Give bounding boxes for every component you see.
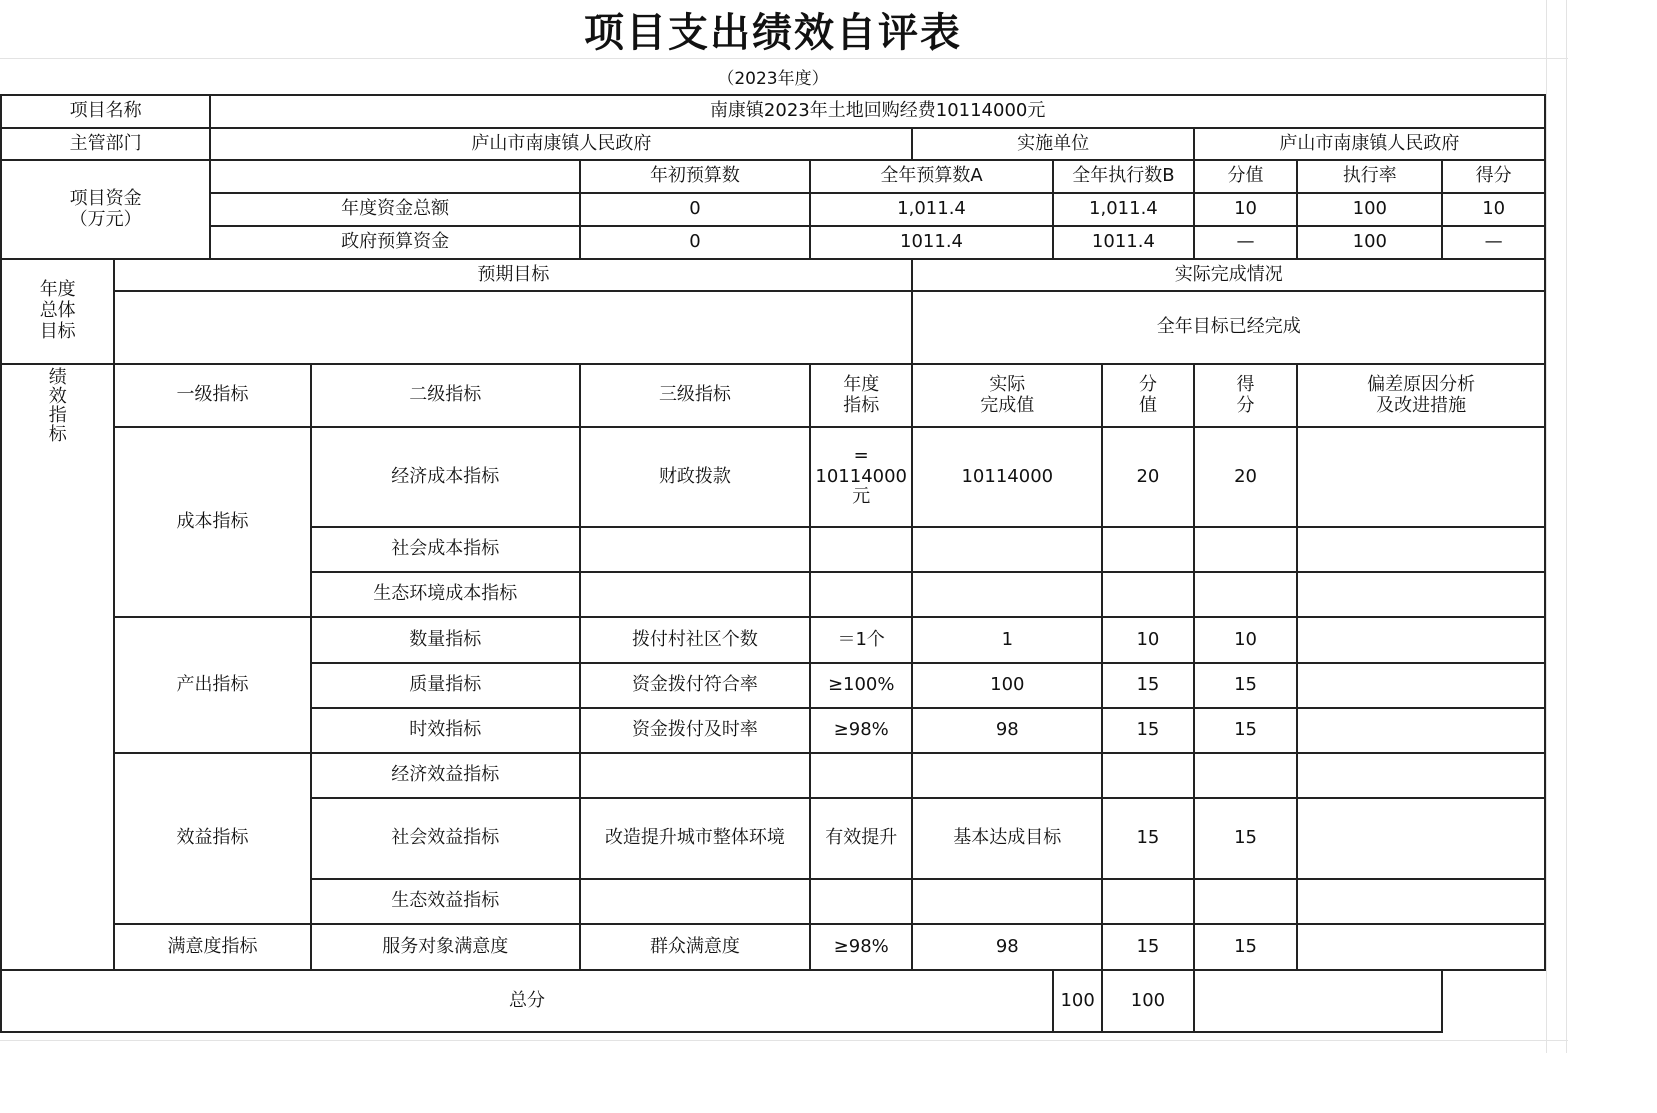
level2-cell: 社会成本指标 [311,527,580,572]
total-label: 总分 [1,970,1053,1032]
funds-cell-rate[interactable]: 100 [1297,193,1442,226]
header-reason [1297,364,1545,427]
row-funds-total [1,193,1545,226]
annual-cell[interactable] [810,879,912,924]
funds-header-got: 得分 [1442,160,1545,193]
header-annual-line: 年度 [843,373,880,395]
goal-label-line: 年度 [39,279,76,301]
header-score [1102,364,1194,427]
row-department [1,128,1545,160]
row-funds-header [1,160,1545,193]
actual-cell[interactable] [912,879,1102,924]
level2-cell: 生态环境成本指标 [311,572,580,617]
header-got-line: 分 [1236,394,1255,416]
page-title: 项目支出绩效自评表 [584,9,962,56]
level2-cell: 时效指标 [311,708,580,753]
annual-cell[interactable] [810,572,912,617]
funds-cell-exec-b[interactable]: 1011.4 [1053,226,1194,259]
actual-cell[interactable]: 1 [912,617,1102,663]
annual-cell[interactable]: ≥100% [810,663,912,708]
funds-cell-score[interactable]: 10 [1194,193,1298,226]
actual-cell[interactable]: 98 [912,708,1102,753]
reason-cell[interactable] [1297,427,1545,527]
header-got-line: 得 [1236,373,1255,395]
table-row [1,924,1545,970]
row-total [1,970,1545,1032]
funds-cell-got[interactable]: — [1442,226,1545,259]
reason-cell[interactable] [1297,572,1545,617]
annual-line: 10114000 [815,465,908,487]
self-evaluation-table [0,94,1546,1033]
annual-line: 元 [852,486,871,508]
actual-cell[interactable] [912,527,1102,572]
score-cell[interactable] [1102,879,1194,924]
row-goal-values [1,291,1545,364]
sheet-gridline [0,58,1568,59]
funds-cell-annual-a[interactable]: 1011.4 [810,226,1053,259]
annual-cell[interactable]: ＝1个 [810,617,912,663]
table-row [1,617,1545,663]
funds-row-name: 政府预算资金 [210,226,580,259]
got-cell[interactable] [1194,527,1298,572]
total-score[interactable]: 100 [1053,970,1102,1032]
actual-cell[interactable]: 10114000 [912,427,1102,527]
got-cell[interactable]: 15 [1194,708,1298,753]
header-score-line: 分 [1138,373,1157,395]
score-cell[interactable]: 20 [1102,427,1194,527]
header-reason-line: 及改进措施 [1376,394,1467,416]
annual-cell[interactable] [810,427,912,527]
reason-cell[interactable] [1297,879,1545,924]
indicator-side-char: 绩 [48,367,67,388]
funds-cell-initial[interactable]: 0 [580,193,810,226]
funds-header-exec-b: 全年执行数B [1053,160,1194,193]
indicator-side-label [1,364,114,970]
score-cell[interactable]: 15 [1102,798,1194,879]
header-annual-line: 指标 [843,394,880,416]
got-cell[interactable]: 15 [1194,924,1298,970]
row-project-name [1,95,1545,128]
indicator-side-char: 指 [48,404,67,426]
score-cell[interactable] [1102,527,1194,572]
page-subtitle: （2023年度） [717,68,829,89]
header-level1: 一级指标 [114,364,310,427]
level3-cell[interactable]: 拨付村社区个数 [580,617,810,663]
score-cell[interactable]: 15 [1102,924,1194,970]
unit-value[interactable]: 庐山市南康镇人民政府 [1194,128,1545,160]
reason-cell[interactable] [1297,924,1545,970]
table-row [1,753,1545,798]
sheet-gridline [0,1040,1568,1041]
goal-label-line: 总体 [39,300,76,322]
level3-cell[interactable] [580,753,810,798]
goal-label-line: 目标 [39,320,76,342]
level3-cell[interactable] [580,527,810,572]
level3-cell[interactable]: 资金拨付及时率 [580,708,810,753]
header-got [1194,364,1298,427]
goal-actual-header: 实际完成情况 [912,259,1545,291]
funds-row-name: 年度资金总额 [210,193,580,226]
project-name-label: 项目名称 [1,95,210,128]
got-cell[interactable]: 20 [1194,427,1298,527]
level1-output: 产出指标 [114,617,310,753]
level2-cell: 服务对象满意度 [311,924,580,970]
total-got[interactable]: 100 [1102,970,1194,1032]
reason-cell[interactable] [1297,708,1545,753]
funds-cell-score[interactable]: — [1194,226,1298,259]
annual-cell[interactable] [810,527,912,572]
row-goal-header [1,259,1545,291]
header-actual [912,364,1102,427]
score-cell[interactable]: 10 [1102,617,1194,663]
got-cell[interactable]: 15 [1194,663,1298,708]
score-cell[interactable]: 15 [1102,663,1194,708]
actual-cell[interactable] [912,572,1102,617]
funds-label-line1: 项目资金 [69,187,142,209]
dept-label: 主管部门 [1,128,210,160]
header-reason-line: 偏差原因分析 [1367,373,1476,395]
header-annual [810,364,912,427]
level3-cell[interactable]: 改造提升城市整体环境 [580,798,810,879]
level3-cell[interactable] [580,572,810,617]
annual-line: = [853,444,869,466]
reason-cell[interactable] [1297,527,1545,572]
level1-benefit: 效益指标 [114,753,310,924]
funds-header-rate: 执行率 [1297,160,1442,193]
level3-cell[interactable]: 资金拨付符合率 [580,663,810,708]
funds-header-score: 分值 [1194,160,1298,193]
header-score-line: 值 [1138,394,1157,416]
got-cell[interactable]: 10 [1194,617,1298,663]
level3-cell[interactable] [580,879,810,924]
annual-cell[interactable]: ≥98% [810,924,912,970]
goal-actual-value[interactable]: 全年目标已经完成 [912,291,1545,364]
sheet-gridline [1566,0,1567,1053]
got-cell[interactable] [1194,753,1298,798]
level3-cell[interactable]: 群众满意度 [580,924,810,970]
got-cell[interactable]: 15 [1194,798,1298,879]
level3-cell[interactable]: 财政拨款 [580,427,810,527]
header-level2: 二级指标 [311,364,580,427]
funds-label-line2: （万元） [69,208,142,230]
dept-value[interactable]: 庐山市南康镇人民政府 [210,128,912,160]
goal-expected-value[interactable] [114,291,912,364]
goal-expected-header: 预期目标 [114,259,912,291]
funds-header-blank [210,160,580,193]
reason-cell[interactable] [1297,663,1545,708]
score-cell[interactable]: 15 [1102,708,1194,753]
level1-cost: 成本指标 [114,427,310,617]
project-name-value[interactable]: 南康镇2023年土地回购经费10114000元 [210,95,1545,128]
header-actual-line: 完成值 [980,394,1035,416]
row-indicator-header [1,364,1545,427]
actual-cell[interactable]: 98 [912,924,1102,970]
level2-cell: 社会效益指标 [311,798,580,879]
funds-header-annual-a: 全年预算数A [810,160,1053,193]
row-funds-gov [1,226,1545,259]
indicator-side-char: 效 [48,385,67,407]
actual-cell[interactable] [912,753,1102,798]
table-row [1,427,1545,527]
goal-label [1,259,114,364]
level2-cell: 生态效益指标 [311,879,580,924]
reason-cell[interactable] [1297,753,1545,798]
score-cell[interactable] [1102,753,1194,798]
actual-cell[interactable]: 基本达成目标 [912,798,1102,879]
actual-cell[interactable]: 100 [912,663,1102,708]
funds-cell-got[interactable]: 10 [1442,193,1545,226]
funds-cell-rate[interactable]: 100 [1297,226,1442,259]
funds-label [1,160,210,259]
annual-cell[interactable]: 有效提升 [810,798,912,879]
level2-cell: 数量指标 [311,617,580,663]
reason-cell[interactable] [1297,798,1545,879]
reason-cell[interactable] [1297,617,1545,663]
score-cell[interactable] [1102,572,1194,617]
got-cell[interactable] [1194,572,1298,617]
funds-cell-annual-a[interactable]: 1,011.4 [810,193,1053,226]
total-reason[interactable] [1194,970,1443,1032]
level2-cell: 质量指标 [311,663,580,708]
level2-cell: 经济成本指标 [311,427,580,527]
funds-cell-exec-b[interactable]: 1,011.4 [1053,193,1194,226]
sheet-gridline [1546,0,1547,1053]
level1-satisfaction: 满意度指标 [114,924,310,970]
indicator-side-char: 标 [48,423,67,445]
got-cell[interactable] [1194,879,1298,924]
level2-cell: 经济效益指标 [311,753,580,798]
header-actual-line: 实际 [989,373,1026,395]
header-level3: 三级指标 [580,364,810,427]
funds-cell-initial[interactable]: 0 [580,226,810,259]
unit-label: 实施单位 [912,128,1193,160]
funds-header-initial: 年初预算数 [580,160,810,193]
annual-cell[interactable]: ≥98% [810,708,912,753]
annual-cell[interactable] [810,753,912,798]
